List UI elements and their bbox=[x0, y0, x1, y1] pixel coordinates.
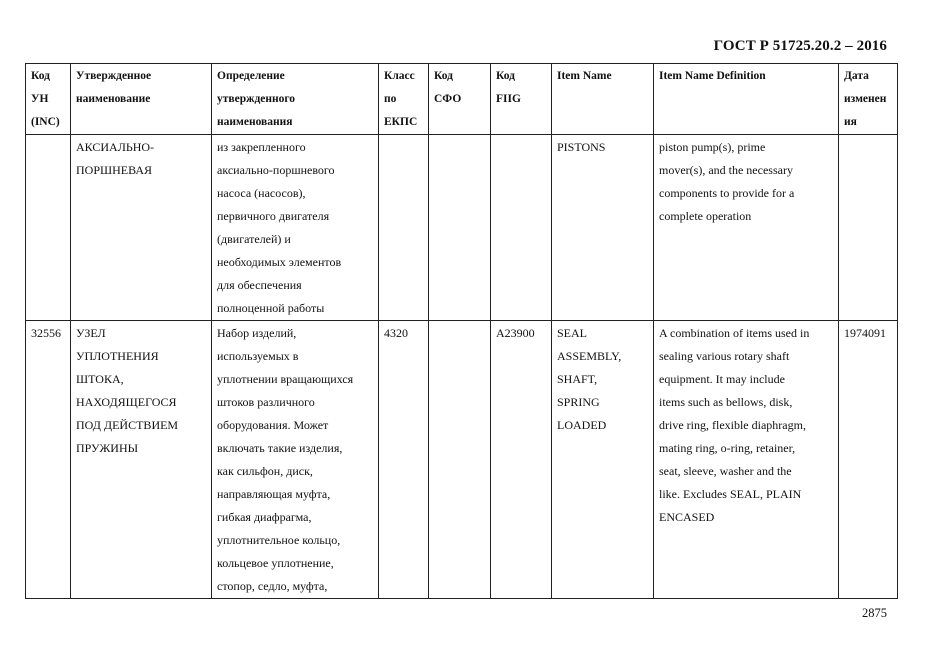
cell-sfo-code bbox=[429, 321, 491, 599]
cell-sfo-code bbox=[429, 135, 491, 321]
header-ekps-class: Класс по ЕКПС bbox=[379, 64, 429, 135]
cell-item-name: SEAL ASSEMBLY, SHAFT, SPRING LOADED bbox=[552, 321, 654, 599]
cell-inc-code bbox=[26, 135, 71, 321]
table-header-row bbox=[26, 64, 898, 135]
catalog-table bbox=[25, 63, 898, 599]
standard-designation: ГОСТ Р 51725.20.2 – 2016 bbox=[713, 38, 887, 54]
cell-item-name-definition: A combination of items used in sealing various rotary shaft equipment. It may include items such as bellows, disk, drive ring, flexible diaphragm, mating ring, o-ring, retainer, seat, sleeve, washer and the like. Excludes SEAL, PLAIN ENCASED bbox=[654, 321, 839, 599]
cell-item-name-definition: piston pump(s), prime mover(s), and the necessary components to provide for a complete operation bbox=[654, 135, 839, 321]
header-inc-code: Код УН (INC) bbox=[26, 64, 71, 135]
header-change-date: Дата изменен ия bbox=[839, 64, 898, 135]
cell-inc-code: 32556 bbox=[26, 321, 71, 599]
header-approved-name: Утвержденное наименование bbox=[71, 64, 212, 135]
cell-fiig-code bbox=[491, 135, 552, 321]
header-item-name: Item Name bbox=[552, 64, 654, 135]
cell-item-name: PISTONS bbox=[552, 135, 654, 321]
table-row bbox=[26, 321, 898, 599]
cell-ekps-class bbox=[379, 135, 429, 321]
cell-name-definition-ru: из закрепленного аксиально-поршневого насоса (насосов), первичного двигателя (двигателей) и необходимых элементов для обеспечения полноценной работы bbox=[212, 135, 379, 321]
cell-approved-name: АКСИАЛЬНО- ПОРШНЕВАЯ bbox=[71, 135, 212, 321]
header-fiig-code: Код FIIG bbox=[491, 64, 552, 135]
cell-name-definition-ru: Набор изделий, используемых в уплотнении вращающихся штоков различного оборудования. Может включать такие изделия, как сильфон, диск, направляющая муфта, гибкая диафрагма, уплотнительное кольцо, кольцевое уплотнение, стопор, седло, муфта, bbox=[212, 321, 379, 599]
cell-ekps-class: 4320 bbox=[379, 321, 429, 599]
header-item-name-definition: Item Name Definition bbox=[654, 64, 839, 135]
page-number: 2875 bbox=[862, 606, 887, 620]
cell-fiig-code: A23900 bbox=[491, 321, 552, 599]
header-sfo-code: Код СФО bbox=[429, 64, 491, 135]
cell-approved-name: УЗЕЛ УПЛОТНЕНИЯ ШТОКА, НАХОДЯЩЕГОСЯ ПОД ДЕЙСТВИЕМ ПРУЖИНЫ bbox=[71, 321, 212, 599]
cell-change-date bbox=[839, 135, 898, 321]
table-row bbox=[26, 135, 898, 321]
cell-change-date: 1974091 bbox=[839, 321, 898, 599]
header-name-definition-ru: Определение утвержденного наименования bbox=[212, 64, 379, 135]
